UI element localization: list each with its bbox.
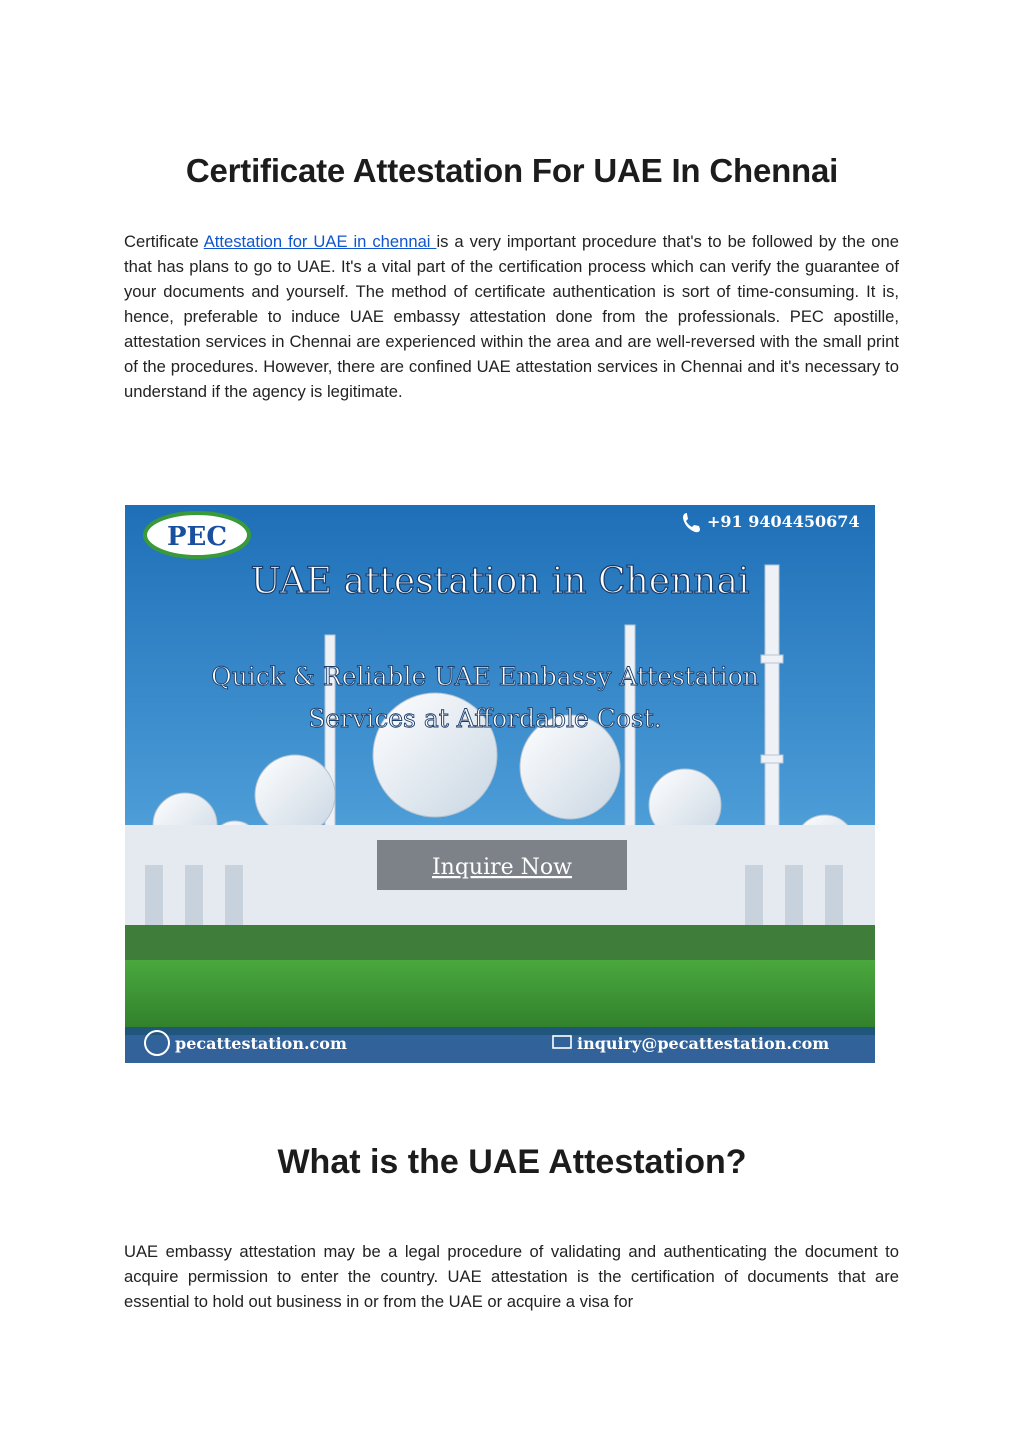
email-contact[interactable]: [553, 1034, 829, 1053]
phone-number: +91 9404450674: [707, 512, 860, 531]
banner-headline: UAE attestation in Chennai: [250, 561, 750, 602]
banner-tagline-line1: Quick & Reliable UAE Embassy Attestation: [211, 662, 759, 691]
intro-lead: Certificate: [124, 232, 204, 251]
intro-paragraph: [124, 229, 899, 404]
pec-logo: [145, 513, 249, 557]
phone-contact[interactable]: [683, 512, 860, 532]
website-contact[interactable]: [145, 1031, 347, 1055]
banner-tagline-line2: Services at Affordable Cost.: [308, 704, 662, 733]
email-text: inquiry@pecattestation.com: [577, 1034, 830, 1053]
inquire-now-button[interactable]: [377, 840, 627, 890]
inquire-now-label: Inquire Now: [431, 855, 573, 880]
page-title: Certificate Attestation For UAE In Chennai: [185, 152, 839, 189]
section-heading: What is the UAE Attestation?: [277, 1143, 747, 1181]
logo-text: PEC: [166, 522, 228, 552]
section-paragraph: UAE embassy attestation may be a legal procedure of validating and authenticating the document to acquire permission to enter the country. UAE attestation is the certification of documents that are essential to hold out business in or from the UAE or acquire a visa for: [124, 1242, 899, 1311]
attestation-link[interactable]: Attestation for UAE in chennai: [203, 232, 437, 251]
website-text: pecattestation.com: [175, 1034, 347, 1053]
promo-banner[interactable]: [125, 505, 875, 1063]
intro-body: is a very important procedure that's to be followed by the one that has plans to go to UAE. It's a vital part of the certification process which can verify the guarantee of your documents and yourself. The method of certificate authentication is sort of time-consuming. It is, hence, preferable to induce UAE embassy attestation done from the professionals. PEC apostille, attestation services in Chennai are experienced within the area and are well-reversed with the small print of the procedures. However, there are confined UAE attestation services in Chennai and it's necessary to understand if the agency is legitimate.: [124, 232, 899, 401]
